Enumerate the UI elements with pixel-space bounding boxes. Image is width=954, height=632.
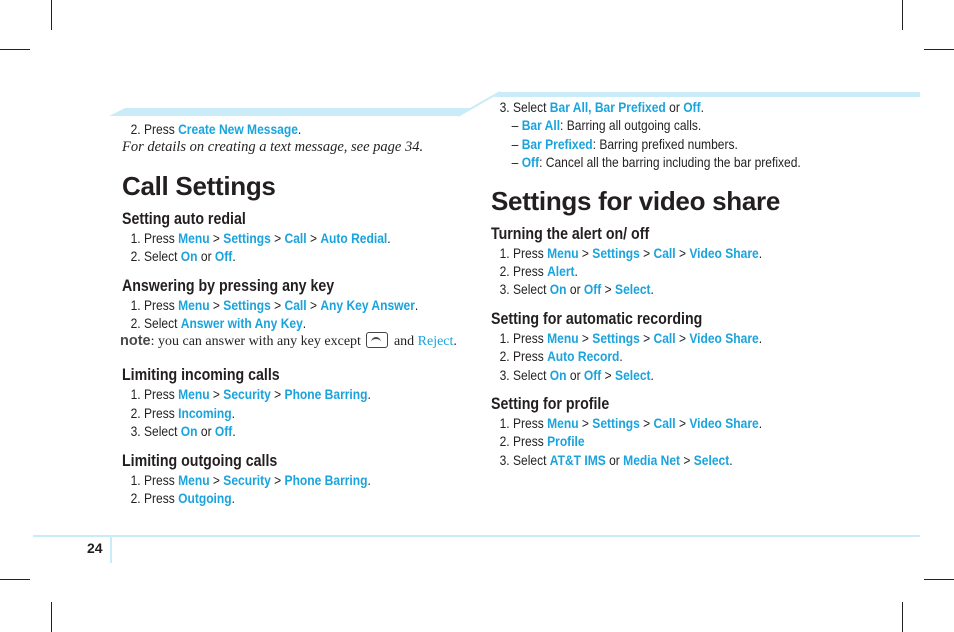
step-line: 3. Select Bar All, Bar Prefixed or Off. [499, 99, 704, 115]
note: note: you can answer with any key except and Reject. [120, 333, 457, 350]
header-band-right [494, 92, 920, 97]
step-line: 1. Press Menu > Settings > Call > Video Share. [499, 415, 763, 432]
option-description: – Bar Prefixed: Barring prefixed numbers. [511, 135, 738, 152]
step-line: 2. Press Incoming. [130, 404, 235, 421]
left-column [122, 120, 467, 507]
step-line: 1. Press Menu > Security > Phone Barring. [130, 386, 371, 403]
step-line: 3. Select On or Off > Select. [499, 366, 654, 383]
heading-limit-outgoing: Limiting outgoing calls [122, 451, 278, 470]
cross-reference-text: For details on creating a text message, see page 34. [122, 139, 424, 156]
step-line: 3. Select AT&T IMS or Media Net > Select. [499, 451, 733, 468]
option-description: – Off: Cancel all the barring including the bar prefixed. [511, 154, 801, 171]
step-line: 2. Press Profile [499, 433, 585, 450]
note-label: note [120, 333, 151, 350]
step-line: 2. Select Answer with Any Key. [130, 315, 307, 332]
step-line: 2. Press Create New Message. [130, 121, 302, 137]
step-line: 1. Press Menu > Security > Phone Barring. [130, 471, 371, 488]
heading-auto-redial: Setting auto redial [122, 209, 246, 228]
reject-label: Reject [417, 334, 454, 350]
heading-auto-recording: Setting for automatic recording [491, 309, 703, 328]
heading-alert-toggle: Turning the alert on/ off [491, 224, 650, 243]
step-line: 1. Press Menu > Settings > Call > Video Share. [499, 244, 763, 261]
option-description: – Bar All: Barring all outgoing calls. [511, 117, 702, 134]
page-title-call-settings: Call Settings [122, 170, 276, 201]
step-line: 2. Press Alert. [499, 263, 578, 280]
step-line: 1. Press Menu > Settings > Call > Auto Redial. [130, 229, 391, 246]
heading-any-key-answer: Answering by pressing any key [122, 276, 335, 295]
step-line: 2. Press Auto Record. [499, 348, 623, 365]
header-band-left [109, 108, 470, 116]
page-title-video-share: Settings for video share [491, 185, 780, 216]
send-key-icon [366, 332, 388, 348]
step-line: 1. Press Menu > Settings > Call > Video Share. [499, 329, 763, 346]
page-number-divider [110, 537, 112, 563]
step-line: 3. Select On or Off. [130, 423, 236, 440]
step-line: 3. Select On or Off > Select. [499, 281, 654, 298]
step-line: 1. Press Menu > Settings > Call > Any Key Answer. [130, 296, 419, 313]
page-number: 24 [87, 540, 103, 556]
step-line: 2. Press Outgoing. [130, 490, 235, 507]
footer-rule [33, 535, 920, 537]
heading-profile: Setting for profile [491, 395, 610, 414]
menu-item-create-new-message: Create New Message [178, 121, 298, 137]
right-column [491, 98, 931, 469]
step-line: 2. Select On or Off. [130, 248, 236, 265]
heading-limit-incoming: Limiting incoming calls [122, 366, 280, 385]
